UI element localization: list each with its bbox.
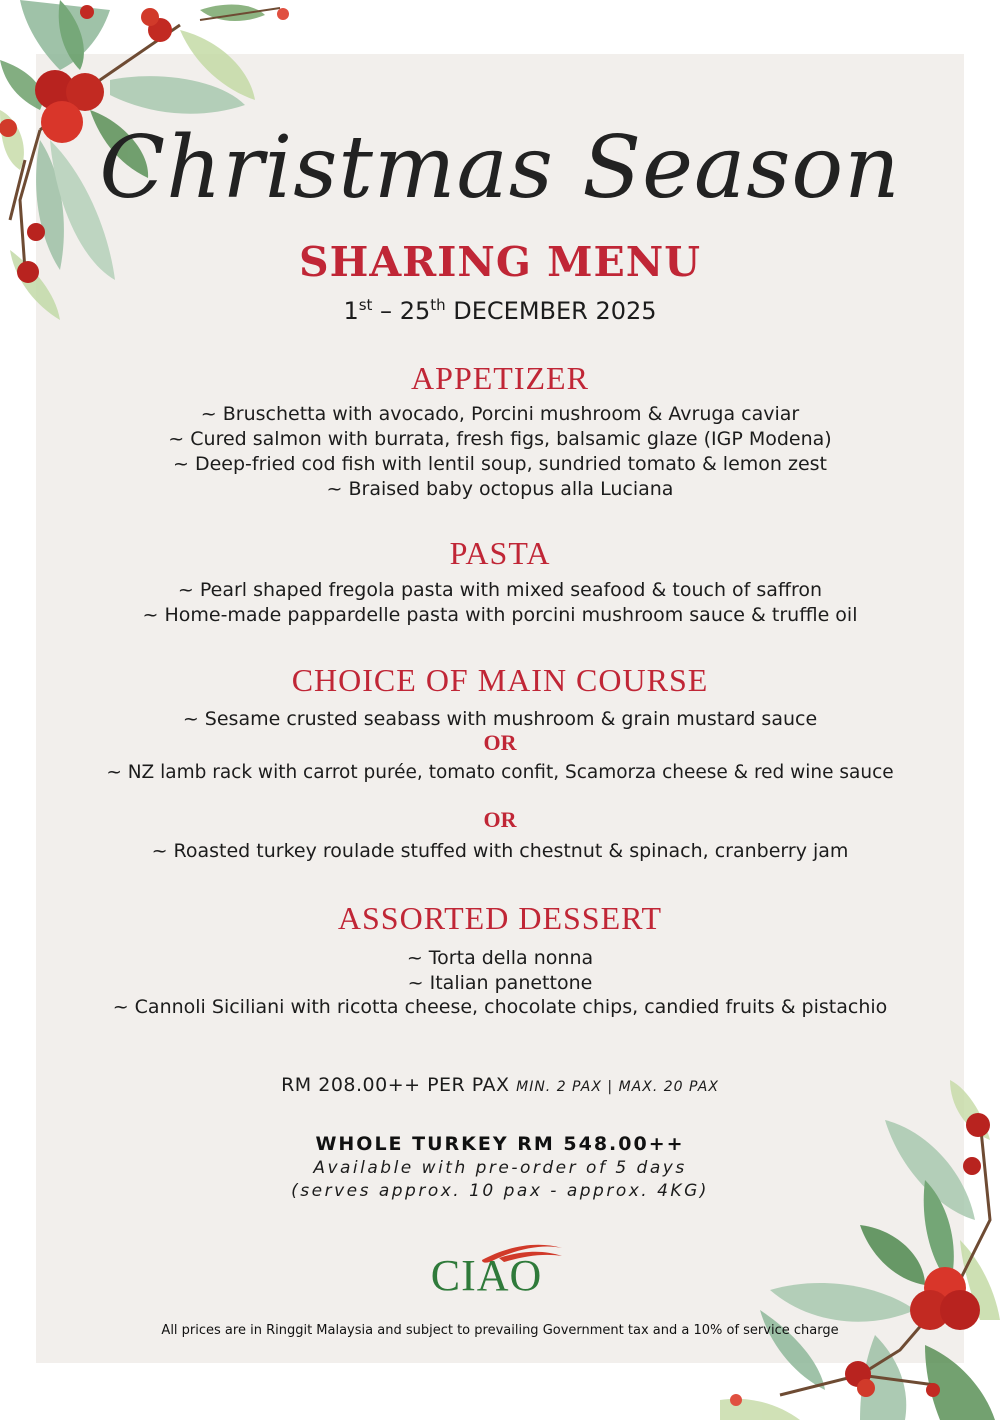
menu-item: ~ Roasted turkey roulade stuffed with chestnut & spinach, cranberry jam [151, 840, 849, 862]
menu-item: ~ Braised baby octopus alla Luciana [326, 478, 674, 500]
menu-item: ~ Cured salmon with burrata, fresh figs, balsamic glaze (IGP Modena) [168, 428, 832, 450]
section-title-pasta: PASTA [449, 535, 551, 571]
price-disclaimer: All prices are in Ringgit Malaysia and subject to prevailing Government tax and a 10% of service charge [161, 1323, 839, 1338]
menu-item: ~ Bruschetta with avocado, Porcini mushroom & Avruga caviar [200, 403, 800, 425]
menu-item: ~ Home-made pappardelle pasta with porcini mushroom sauce & truffle oil [142, 604, 858, 626]
start-day: 1 [343, 297, 359, 325]
per-pax-price [0, 1071, 1000, 1101]
or-separator: OR [483, 807, 517, 832]
start-day-suffix: st [358, 296, 373, 314]
script-title: Christmas Season [99, 118, 901, 218]
date-separator: – [372, 297, 400, 325]
menu-item: ~ Sesame crusted seabass with mushroom & grain mustard sauce [182, 708, 818, 730]
menu-item: ~ Torta della nonna [406, 947, 594, 969]
menu-item: ~ NZ lamb rack with carrot purée, tomato confit, Scamorza cheese & red wine sauce [106, 762, 894, 783]
menu-item: ~ Italian panettone [407, 972, 593, 994]
end-day: 25 [399, 297, 431, 325]
month-year: DECEMBER 2025 [445, 297, 657, 325]
section-title-main-course: CHOICE OF MAIN COURSE [291, 662, 709, 698]
turkey-preorder-note: Available with pre-order of 5 days [313, 1158, 687, 1178]
per-pax-price-value: RM 208.00++ PER PAX [281, 1074, 510, 1096]
pax-limits: MIN. 2 PAX | MAX. 20 PAX [516, 1079, 719, 1095]
menu-item: ~ Deep-fried cod fish with lentil soup, sundried tomato & lemon zest [173, 453, 827, 475]
logo-text: CIAO [430, 1251, 543, 1300]
whole-turkey-price: WHOLE TURKEY RM 548.00++ [315, 1133, 685, 1155]
section-title-dessert: ASSORTED DESSERT [337, 900, 663, 936]
date-range [0, 287, 1000, 329]
menu-item: ~ Cannoli Siciliani with ricotta cheese, chocolate chips, candied fruits & pistachio [112, 996, 888, 1018]
ciao-logo [414, 1238, 559, 1298]
turkey-serving-note: (serves approx. 10 pax - approx. 4KG) [291, 1181, 709, 1201]
menu-item: ~ Pearl shaped fregola pasta with mixed seafood & touch of saffron [177, 579, 823, 601]
end-day-suffix: th [430, 296, 446, 314]
or-separator: OR [483, 730, 517, 755]
section-title-appetizer: APPETIZER [411, 360, 589, 396]
menu-subtitle: SHARING MENU [298, 238, 702, 286]
